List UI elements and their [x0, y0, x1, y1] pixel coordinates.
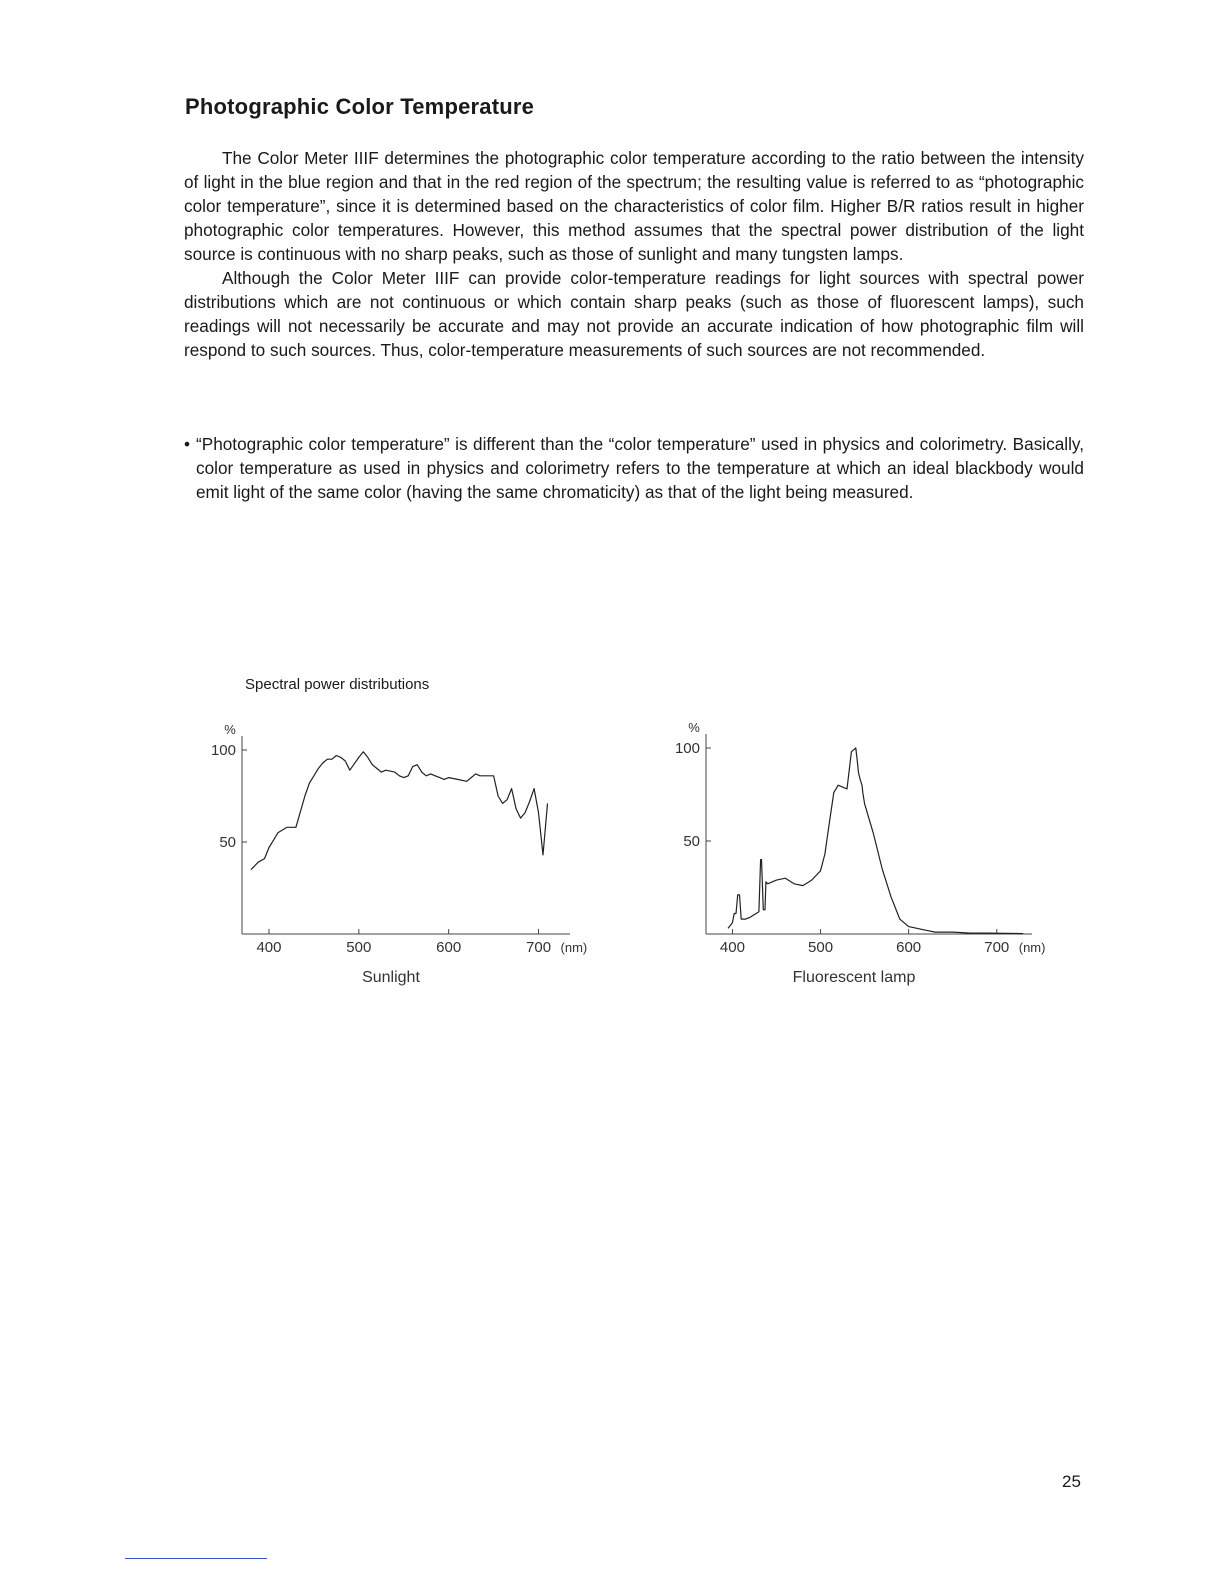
fluorescent-chart: [660, 700, 1060, 1000]
y-unit-label: %: [224, 722, 236, 737]
x-unit-label: (nm): [560, 940, 588, 955]
x-tick-label: 500: [346, 939, 372, 956]
footer-rule: [125, 1558, 267, 1559]
x-unit-label: (nm): [1018, 940, 1046, 955]
footnote-text: “Photographic color temperature” is different than the “color temperature” used in physics and colorimetry. Basically, color temperature as used in physics and colorimetry refers to the temperature at which an ideal blackbody would emit light of the same color (having the same chromaticity) as that of the light being measured.: [196, 434, 1084, 502]
body-text: [184, 146, 1084, 362]
fluorescent-caption: Fluorescent lamp: [792, 969, 916, 986]
x-tick-label: 700: [526, 939, 552, 956]
page-number: 25: [1062, 1472, 1081, 1491]
paragraph: Although the Color Meter IIIF can provide color-temperature readings for light sources with spectral power distributions which are not continuous or which contain sharp peaks (such as those of fluorescent lamps), such readings will not necessarily be accurate and may not provide an accurate indication of how photographic film will respond to such sources. Thus, color-temperature measurements of such sources are not recommended.: [184, 268, 1084, 360]
y-unit-label: %: [688, 720, 700, 735]
y-tick-label: 100: [674, 740, 700, 757]
page-heading: Photographic Color Temperature: [185, 94, 535, 119]
x-tick-label: 400: [719, 939, 745, 956]
footnote: [184, 432, 1084, 504]
x-tick-label: 400: [256, 939, 282, 956]
x-tick-label: 600: [436, 939, 462, 956]
sunlight-series-line: [251, 752, 548, 870]
x-tick-label: 600: [896, 939, 922, 956]
x-tick-label: 700: [984, 939, 1010, 956]
y-tick-label: 100: [210, 742, 236, 759]
y-tick-label: 50: [683, 833, 700, 850]
sunlight-caption: Sunlight: [362, 969, 420, 986]
fluorescent-series-line: [728, 748, 1023, 934]
paragraph: The Color Meter IIIF determines the photographic color temperature according to the ratio between the intensity of light in the blue region and that in the red region of the spectrum; the resulting value is referred to as “photographic color temperature”, since it is determined based on the characteristics of color film. Higher B/R ratios result in higher photographic color temperatures. However, this method assumes that the spectral power distribution of the light source is continuous with no sharp peaks, such as those of sunlight and many tungsten lamps.: [184, 148, 1084, 264]
y-tick-label: 50: [219, 834, 236, 851]
bullet-icon: •: [184, 434, 191, 454]
sunlight-chart: [200, 700, 600, 1000]
figure-caption: Spectral power distributions: [245, 676, 430, 693]
x-tick-label: 500: [808, 939, 834, 956]
